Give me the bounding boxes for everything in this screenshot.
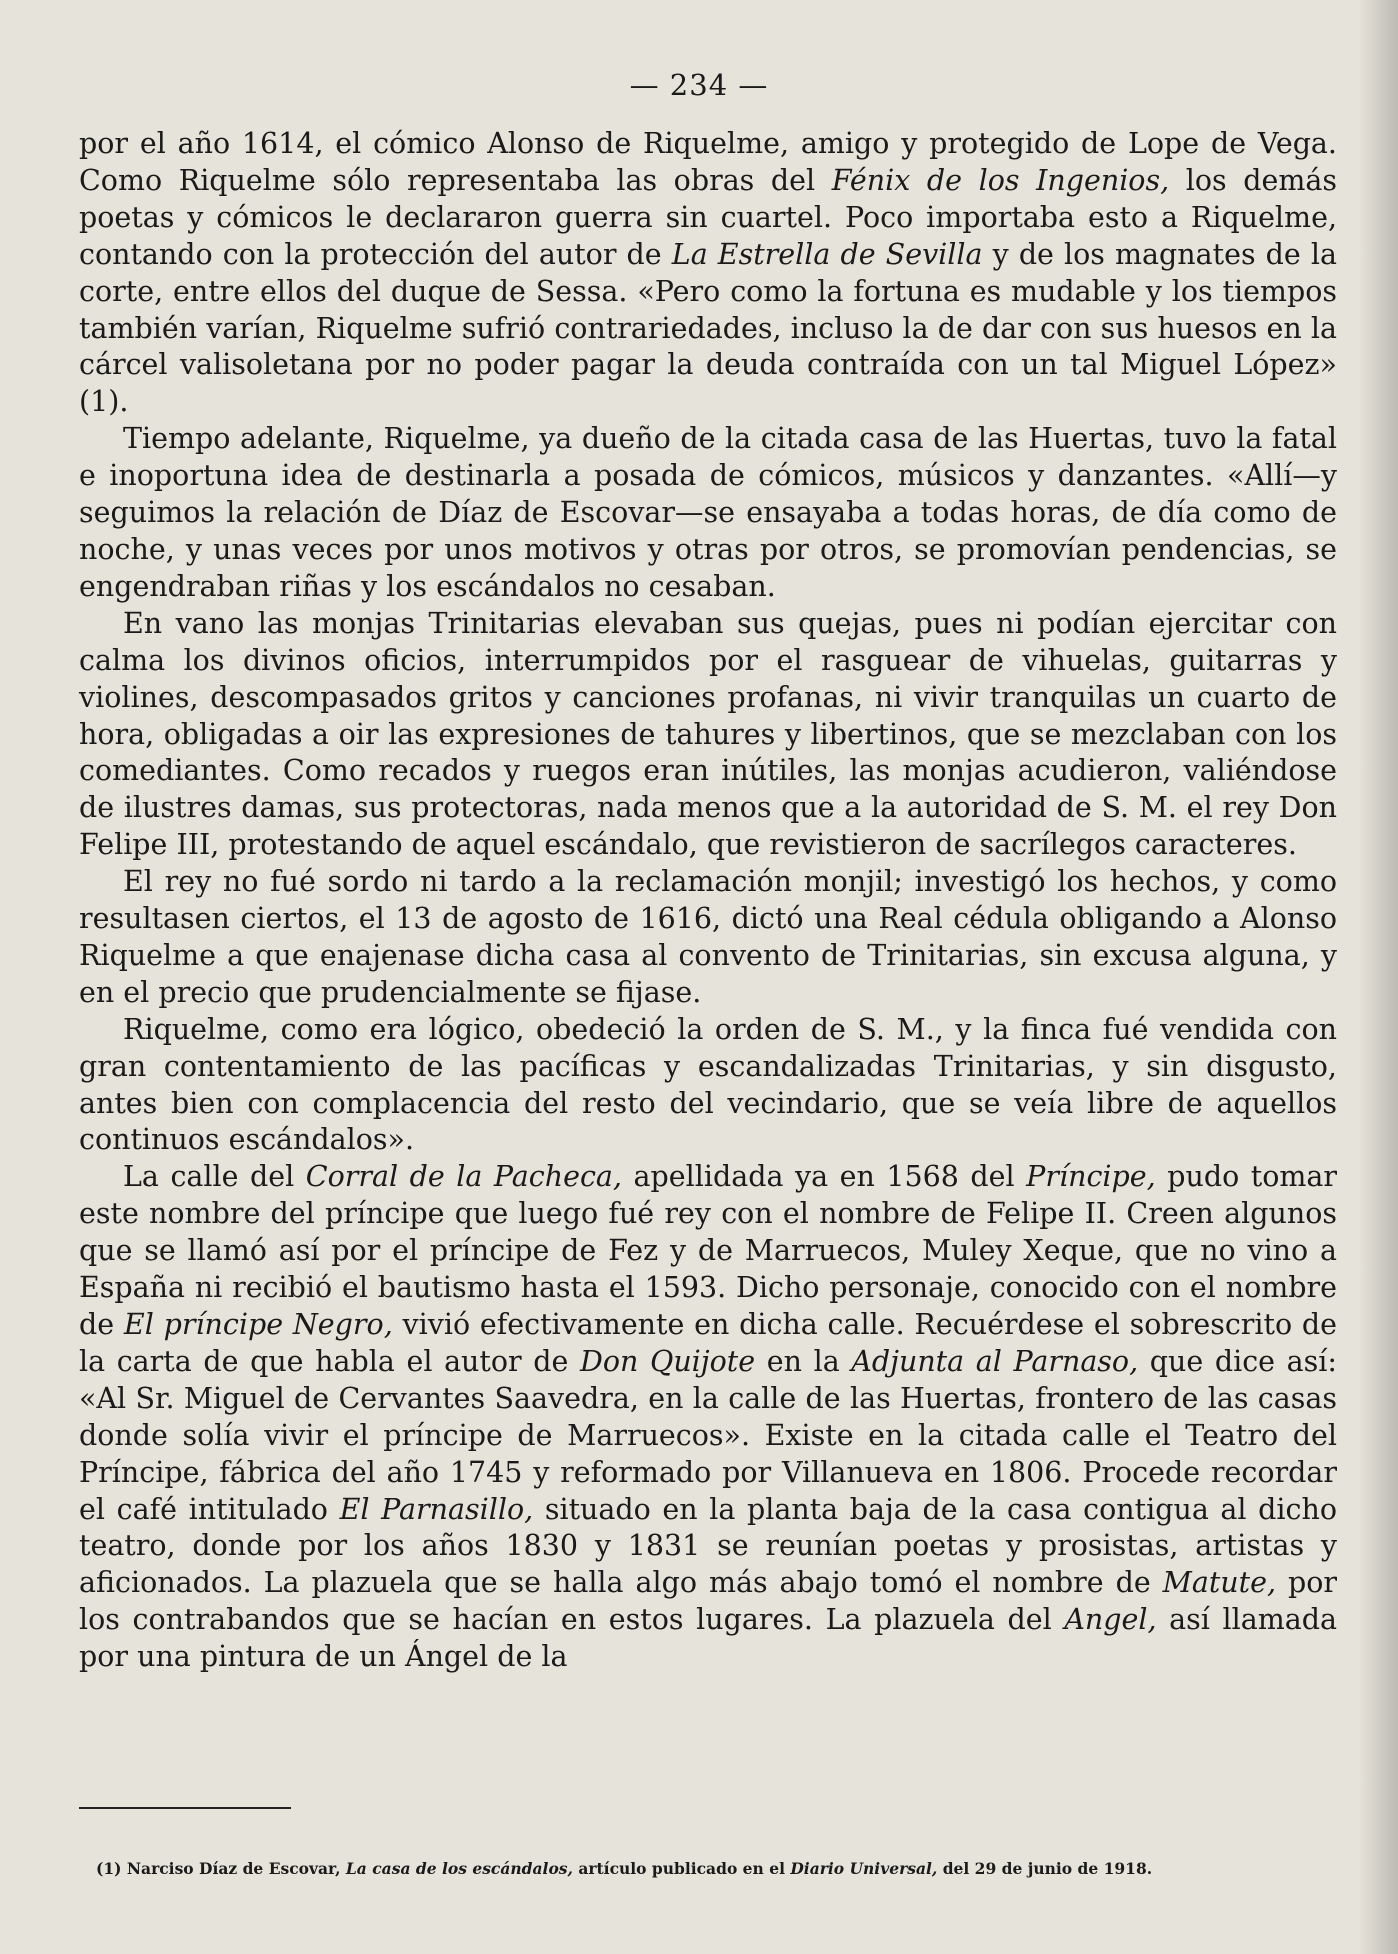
- paragraph: [79, 1012, 1337, 1160]
- italic-text: El Parnasillo,: [339, 1492, 534, 1526]
- body-text: [79, 126, 1337, 1676]
- footnote-end: del 29 de junio de 1918.: [942, 1859, 1153, 1878]
- paragraph-text: apellidada ya en 1568 del: [622, 1160, 1027, 1194]
- page-number: — 234 —: [629, 68, 769, 102]
- footnote-author: Narciso Díaz de Escovar,: [126, 1859, 341, 1878]
- paragraph-text: y de los magnates de la corte, entre ellos del duque de Sessa. «Pero como la fortuna es mudable y los tiempos también varían, Riquelme sufrió contrariedades, incluso la de dar con sus huesos en la cárcel valisoletana por no poder pagar la deuda contraída con un tal Miguel López» (1).: [79, 237, 1337, 419]
- paragraph-text: por el año 1614, el cómico Alonso de Riquelme, amigo y protegido de Lope de Vega. Como Riquelme sólo representaba las obras del: [79, 127, 1337, 197]
- italic-text: La Estrella de Sevilla: [671, 237, 983, 271]
- italic-text: Fénix de los Ingenios,: [831, 163, 1170, 197]
- italic-text: Matute,: [1162, 1566, 1277, 1600]
- paragraph-text: los demás poetas y cómicos le declararon guerra sin cuartel. Poco importaba esto a Riquelme, contando con la protección del autor de: [79, 163, 1337, 271]
- paragraph-text: por los contrabandos que se hacían en estos lugares. La plazuela del: [79, 1566, 1338, 1637]
- paragraph-text: pudo tomar este nombre del príncipe que luego fué rey con el nombre de Felipe II. Creen algunos que se llamó así por el príncipe de Fez y de Marruecos, Muley Xeque, que no vino a España ni recibió el bautismo hasta el 1593. Dicho personaje, conocido con el nombre de: [79, 1160, 1338, 1341]
- paragraph: [79, 126, 1337, 421]
- italic-text: Corral de la Pacheca,: [305, 1160, 622, 1194]
- paragraph-text: así llamada por una pintura de un Ángel de la: [79, 1603, 1337, 1674]
- paragraph-text: El rey no fué sordo ni tardo a la reclamación monjil; investigó los hechos, y como resultasen ciertos, el 13 de agosto de 1616, dictó una Real cédula obligando a Alonso Riquelme a que enajenase dicha casa al convento de Trinitarias, sin excusa alguna, y en el precio que prudencialmente se fijase.: [79, 865, 1337, 1009]
- footnote-title: La casa de los escándalos,: [345, 1859, 573, 1878]
- paragraph: [79, 1159, 1337, 1676]
- paragraph-text: Tiempo adelante, Riquelme, ya dueño de la citada casa de las Huertas, tuvo la fatal e inoportuna idea de destinarla a posada de cómicos, músicos y danzantes. «Allí—y seguimos la relación de Díaz de Escovar—se ensayaba a todas horas, de día como de noche, y unas veces por unos motivos y otras por otros, se promovían pendencias, se engendraban riñas y los escándalos no cesaban.: [79, 422, 1337, 603]
- italic-text: Don Quijote: [579, 1344, 756, 1378]
- paragraph: [79, 864, 1337, 1012]
- footnote-middle: artículo publicado en el: [578, 1859, 785, 1878]
- paragraph: [79, 421, 1337, 606]
- paragraph-text: En vano las monjas Trinitarias elevaban sus quejas, pues ni podían ejercitar con calma los divinos oficios, interrumpidos por el rasguear de vihuelas, guitarras y violines, descompasados gritos y canciones profanas, ni vivir tranquilas un cuarto de hora, obligadas a oir las expresiones de tahures y libertinos, que se mezclaban con los comediantes. Como recados y ruegos eran inútiles, las monjas acudieron, valiéndose de ilustres damas, sus protectoras, nada menos que a la autoridad de S. M. el rey Don Felipe III, protestando de aquel escándalo, que revistieron de sacrílegos caracteres.: [79, 606, 1337, 862]
- paragraph-text: La calle del: [123, 1160, 306, 1194]
- paragraph: [79, 606, 1337, 864]
- italic-text: El príncipe Negro,: [123, 1308, 393, 1341]
- footnote-journal: Diario Universal,: [790, 1859, 938, 1878]
- paragraph-text: que dice así: «Al Sr. Miguel de Cervantes Saavedra, en la calle de las Huertas, frontero de las casas donde solía vivir el príncipe de Marruecos». Existe en la citada calle el Teatro del Príncipe, fábrica del año 1745 y reformado por Villanueva en 1806. Procede recordar el café intitulado: [79, 1344, 1337, 1526]
- paragraph-text: Riquelme, como era lógico, obedeció la orden de S. M., y la finca fué vendida con gran contentamiento de las pacíficas y escandalizadas Trinitarias, y sin disgusto, antes bien con complacencia del resto del vecindario, que se veía libre de aquellos continuos escándalos».: [79, 1012, 1337, 1157]
- footnote-marker: (1): [96, 1859, 122, 1878]
- footnote-rule: [79, 1807, 291, 1809]
- page-gutter-shadow: [1358, 0, 1398, 1954]
- paragraph-text: vivió efectivamente en dicha calle. Recuérdese el sobrescrito de la carta de que habla el autor de: [79, 1308, 1338, 1378]
- italic-text: Adjunta al Parnaso,: [851, 1344, 1139, 1378]
- paragraph-text: situado en la planta baja de la casa contigua al dicho teatro, donde por los años 1830 y 1831 se reunían poetas y prosistas, artistas y aficionados. La plazuela que se halla algo más abajo tomó el nombre de: [79, 1492, 1338, 1600]
- italic-text: Príncipe,: [1026, 1160, 1156, 1194]
- footnote: [96, 1859, 1336, 1878]
- paragraph-text: en la: [755, 1344, 852, 1378]
- italic-text: Angel,: [1064, 1603, 1157, 1637]
